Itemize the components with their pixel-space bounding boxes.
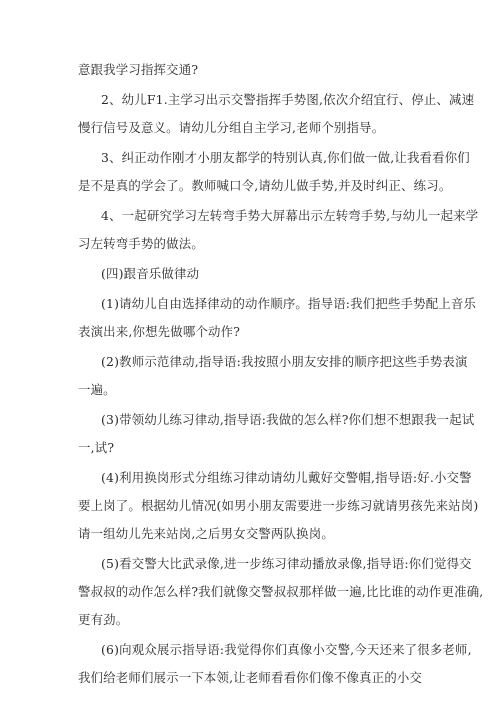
text-line: (6)向观众展示指导语:我觉得你们真像小交警,今天还来了很多老师, <box>101 642 472 657</box>
text-line: 一遍。 <box>78 382 116 397</box>
text-line: (1)请幼儿自由选择律动的动作顺序。指导语:我们把些手势配上音乐 <box>101 296 477 311</box>
text-line: 2、幼儿F1.主学习出示交警指挥手势图,依次介绍宜行、停止、减速 <box>101 92 475 107</box>
section-heading: (四)跟音乐做律动 <box>101 266 200 281</box>
text-line: 习左转弯手势的做法。 <box>78 236 204 251</box>
text-line: 意跟我学习指挥交通? <box>78 62 199 77</box>
text-line: (4)利用换岗形式分组练习律动请幼儿戴好交警帽,指导语:好.小交警 <box>101 470 472 485</box>
text-line: 表演出来,你想先做哪个动作? <box>78 324 241 339</box>
text-line: 慢行信号及意义。请幼儿分组自主学习,老师个别指导。 <box>78 120 385 135</box>
text-line: 是不是真的学会了。教师喊口令,请幼儿做手势,并及时纠正、练习。 <box>78 178 452 193</box>
text-line: (2)教师示范律动,指导语:我按照小朋友安排的顺序把这些手势表演 <box>101 354 468 369</box>
text-line: (3)带领幼儿练习律动,指导语:我做的怎么样?你们想不想跟我一起试 <box>101 412 475 427</box>
text-line: 我们给老师们展示一下本领,让老师看看你们像不像真正的小交 <box>78 670 423 685</box>
text-line: 3、纠正动作刚才小朋友都学的特别认真,你们做一做,让我看看你们 <box>101 150 470 165</box>
text-line: (5)看交警大比武录像,进一步练习律动播放录像,指导语:你们觉得交 <box>101 556 472 571</box>
text-line: 要上岗了。根据幼儿情况(如男小朋友需要进一步练习就请男孩先来站岗) <box>78 498 479 513</box>
text-line: 更有劲。 <box>78 612 129 627</box>
text-line: 4、一起研究学习左转弯手势大屏幕出示左转弯手势,与幼儿一起来学 <box>101 208 479 223</box>
text-line: 警叔叔的动作怎么样?我们就像交警叔叔那样做一遍,比比谁的动作更准确, <box>78 584 484 599</box>
text-line: 请一组幼儿先来站岗,之后男女交警两队换岗。 <box>78 526 334 541</box>
text-line: 一,试? <box>78 440 115 455</box>
